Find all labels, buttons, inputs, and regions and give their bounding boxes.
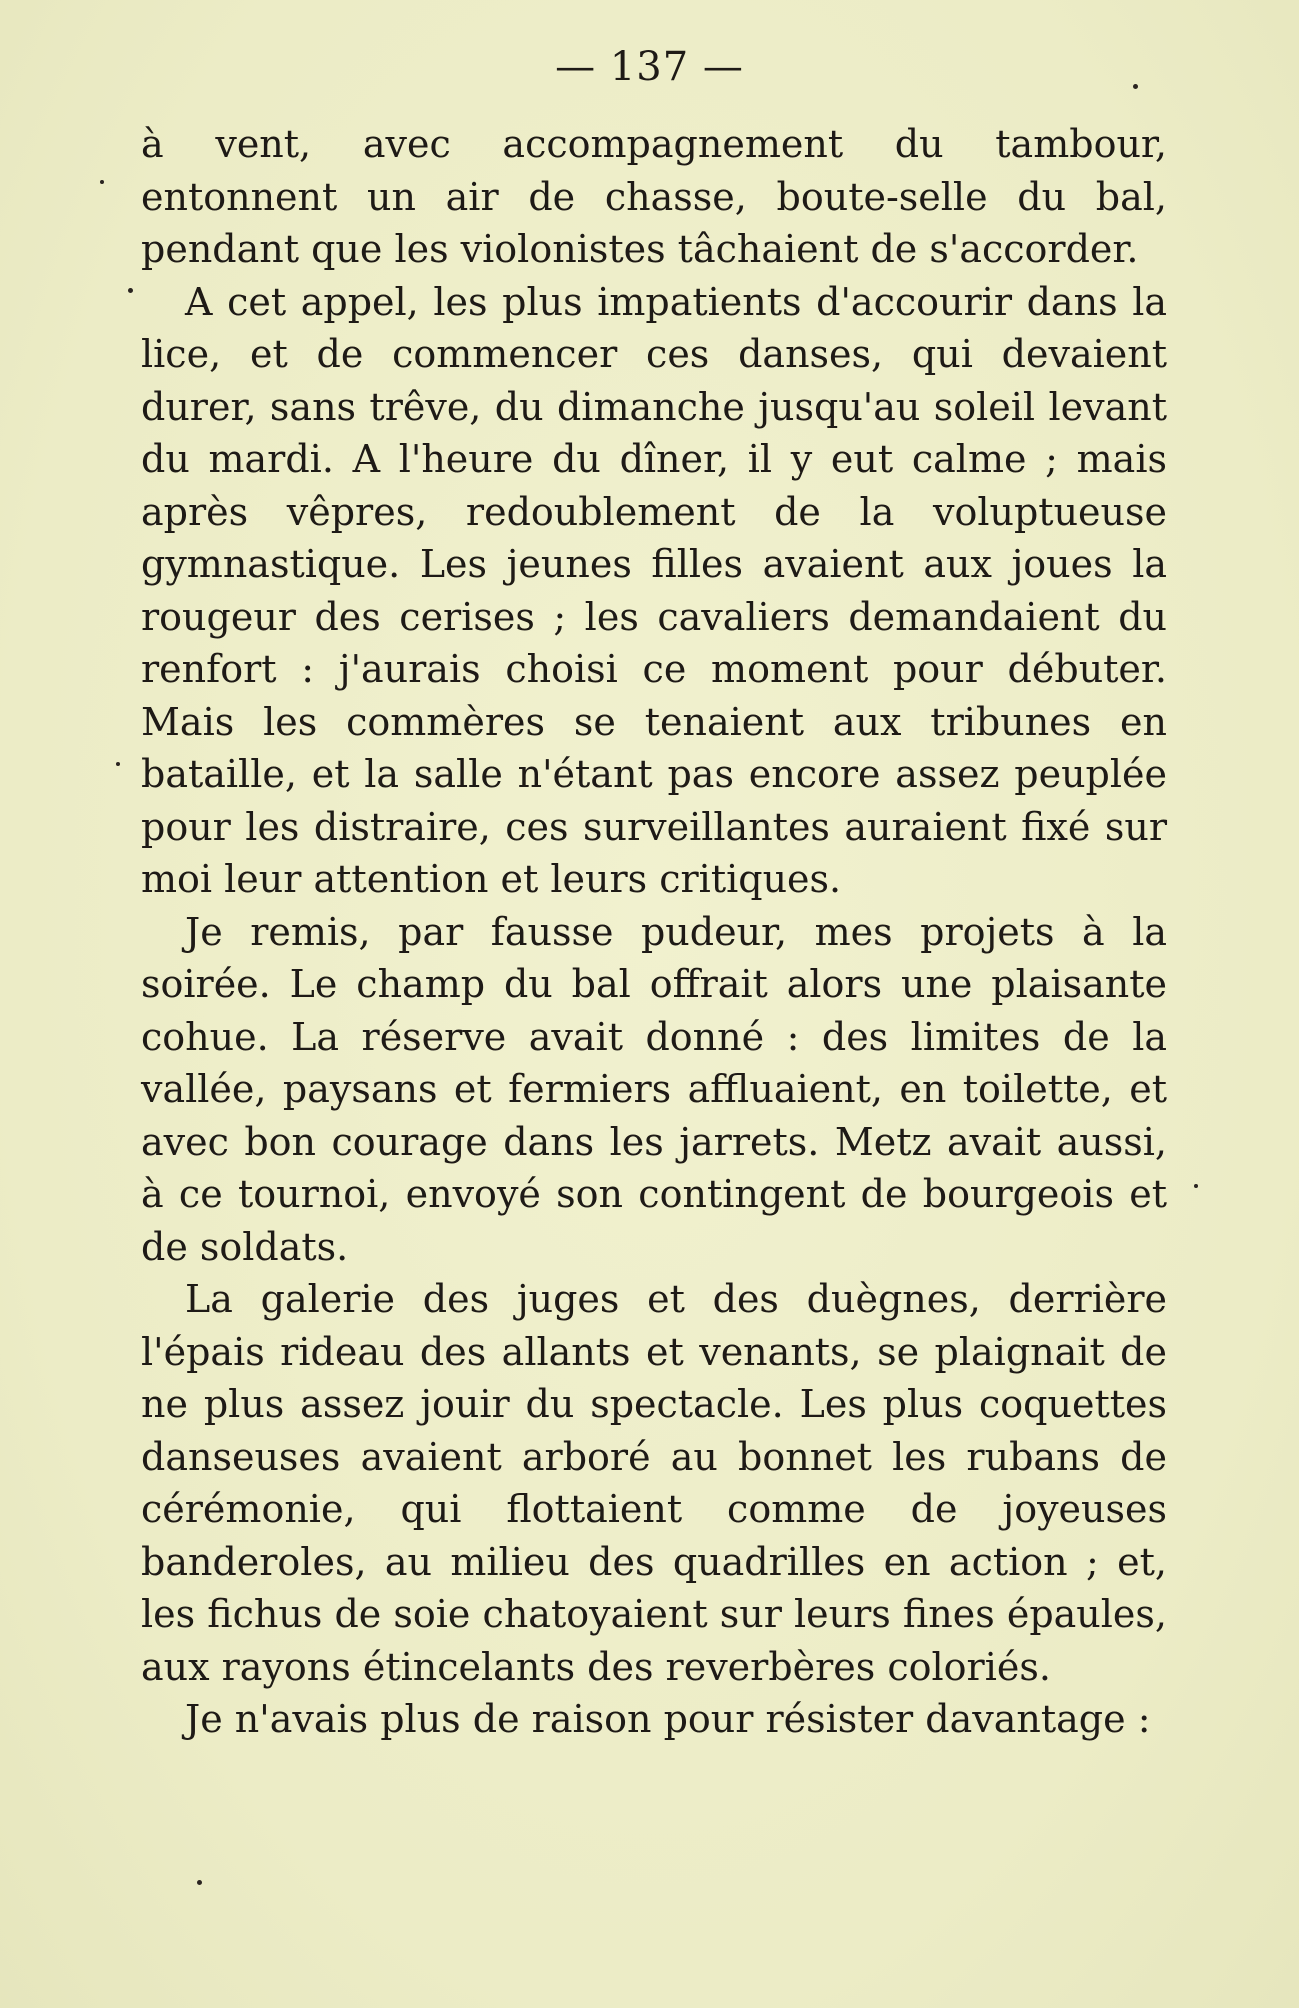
ink-speck bbox=[1133, 84, 1138, 89]
ink-speck bbox=[116, 762, 120, 766]
body-text bbox=[141, 118, 1167, 1746]
paragraph-4: La galerie des juges et des duègnes, derrière l'épais rideau des allants et venants, se plaignait de ne plus assez jouir du spectacle. Les plus coquettes danseuses avaient arboré au bonnet les rubans de cérémonie, qui flottaient comme de joyeuses banderoles, au milieu des quadrilles en action ; et, les fichus de soie chatoyaient sur leurs fines épaules, aux rayons étincelants des reverbères coloriés. bbox=[141, 1277, 1167, 1689]
ink-speck bbox=[100, 180, 104, 184]
ink-speck bbox=[1194, 1184, 1198, 1188]
ink-speck bbox=[128, 288, 133, 293]
paragraph-2: A cet appel, les plus impatients d'accourir dans la lice, et de commencer ces danses, qui devaient durer, sans trêve, du dimanche jusqu'au soleil levant du mardi. A l'heure du dîner, il y eut calme ; mais après vêpres, redoublement de la voluptueuse gymnastique. Les jeunes filles avaient aux joues la rougeur des cerises ; les cavaliers demandaient du renfort : j'aurais choisi ce moment pour débuter. Mais les commères se tenaient aux tribunes en bataille, et la salle n'étant pas encore assez peuplée pour les distraire, ces surveillantes auraient fixé sur moi leur attention et leurs critiques. bbox=[141, 279, 1167, 901]
paragraph-3: Je remis, par fausse pudeur, mes projets à la soirée. Le champ du bal offrait alors une plaisante cohue. La réserve avait donné : des limites de la vallée, paysans et fermiers affluaient, en toilette, et avec bon courage dans les jarrets. Metz avait aussi, à ce tournoi, envoyé son contingent de bourgeois et de soldats. bbox=[141, 909, 1167, 1269]
paragraph-5: Je n'avais plus de raison pour résister davantage : bbox=[185, 1697, 1151, 1741]
ink-speck bbox=[197, 1880, 202, 1885]
page-number: — 137 — bbox=[555, 44, 744, 90]
paragraph-1: à vent, avec accompagnement du tambour, entonnent un air de chasse, boute-selle du bal, pendant que les violonistes tâchaient de s'accorder. bbox=[141, 122, 1167, 271]
